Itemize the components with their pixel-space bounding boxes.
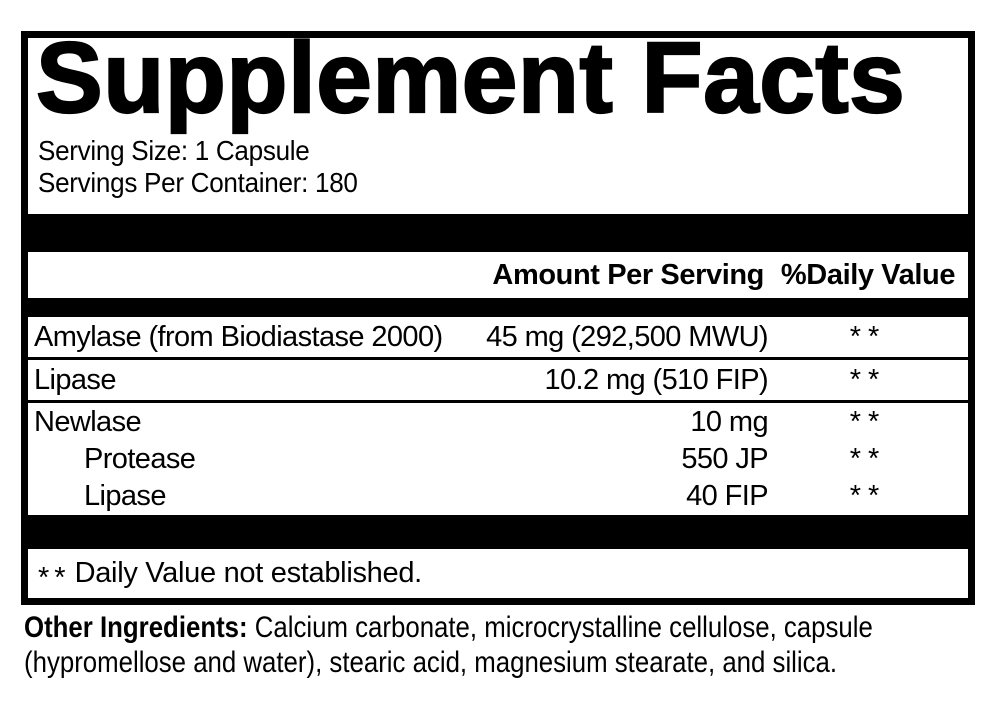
other-ingredients-text: Calcium carbonate, microcrystalline cellulose, capsule (hypromellose and water), stearic acid, magnesium stearate, and silica. bbox=[24, 611, 873, 679]
footnote-asterisks: ** bbox=[38, 562, 71, 594]
footnote bbox=[38, 549, 422, 597]
servings-per-container: Servings Per Container: 180 bbox=[38, 167, 358, 198]
ingredient-rows bbox=[28, 317, 968, 515]
other-ingredients-label: Other Ingredients: bbox=[24, 611, 248, 644]
ingredient-name: Newlase bbox=[34, 406, 142, 438]
divider-bar-thick-top bbox=[28, 214, 968, 252]
ingredient-amount: 10.2 mg (510 FIP) bbox=[544, 364, 768, 396]
serving-size: Serving Size: 1 Capsule bbox=[38, 135, 310, 166]
ingredient-name: Lipase bbox=[34, 364, 116, 396]
divider-bar-thick-bottom bbox=[28, 515, 968, 549]
ingredient-daily-value: ** bbox=[849, 443, 887, 475]
ingredient-name: Lipase bbox=[84, 480, 166, 512]
label-title: Supplement Facts bbox=[36, 22, 906, 134]
ingredient-amount: 10 mg bbox=[690, 406, 768, 438]
other-ingredients bbox=[24, 610, 979, 680]
ingredient-daily-value: ** bbox=[849, 480, 887, 512]
ingredient-row-lipase bbox=[28, 360, 968, 400]
ingredient-daily-value: ** bbox=[849, 406, 887, 438]
ingredient-row-protease bbox=[28, 441, 968, 478]
ingredient-amount: 45 mg (292,500 MWU) bbox=[486, 321, 768, 353]
ingredient-daily-value: ** bbox=[849, 364, 887, 396]
ingredient-daily-value: ** bbox=[849, 321, 887, 353]
ingredient-row-amylase bbox=[28, 317, 968, 357]
supplement-label-box bbox=[21, 22, 975, 605]
column-header-row bbox=[28, 252, 968, 298]
ingredient-row-lipase-sub bbox=[28, 478, 968, 515]
ingredient-amount: 550 JP bbox=[681, 443, 768, 475]
amount-per-serving-header: Amount Per Serving bbox=[492, 259, 764, 291]
daily-value-header: %Daily Value bbox=[780, 259, 956, 291]
ingredient-name: Protease bbox=[84, 443, 196, 475]
divider-bar-thin bbox=[28, 298, 968, 317]
ingredient-name: Amylase (from Biodiastase 2000) bbox=[34, 321, 443, 353]
footnote-text: Daily Value not established. bbox=[74, 557, 422, 589]
ingredient-amount: 40 FIP bbox=[686, 480, 768, 512]
ingredient-row-newlase bbox=[28, 403, 968, 441]
